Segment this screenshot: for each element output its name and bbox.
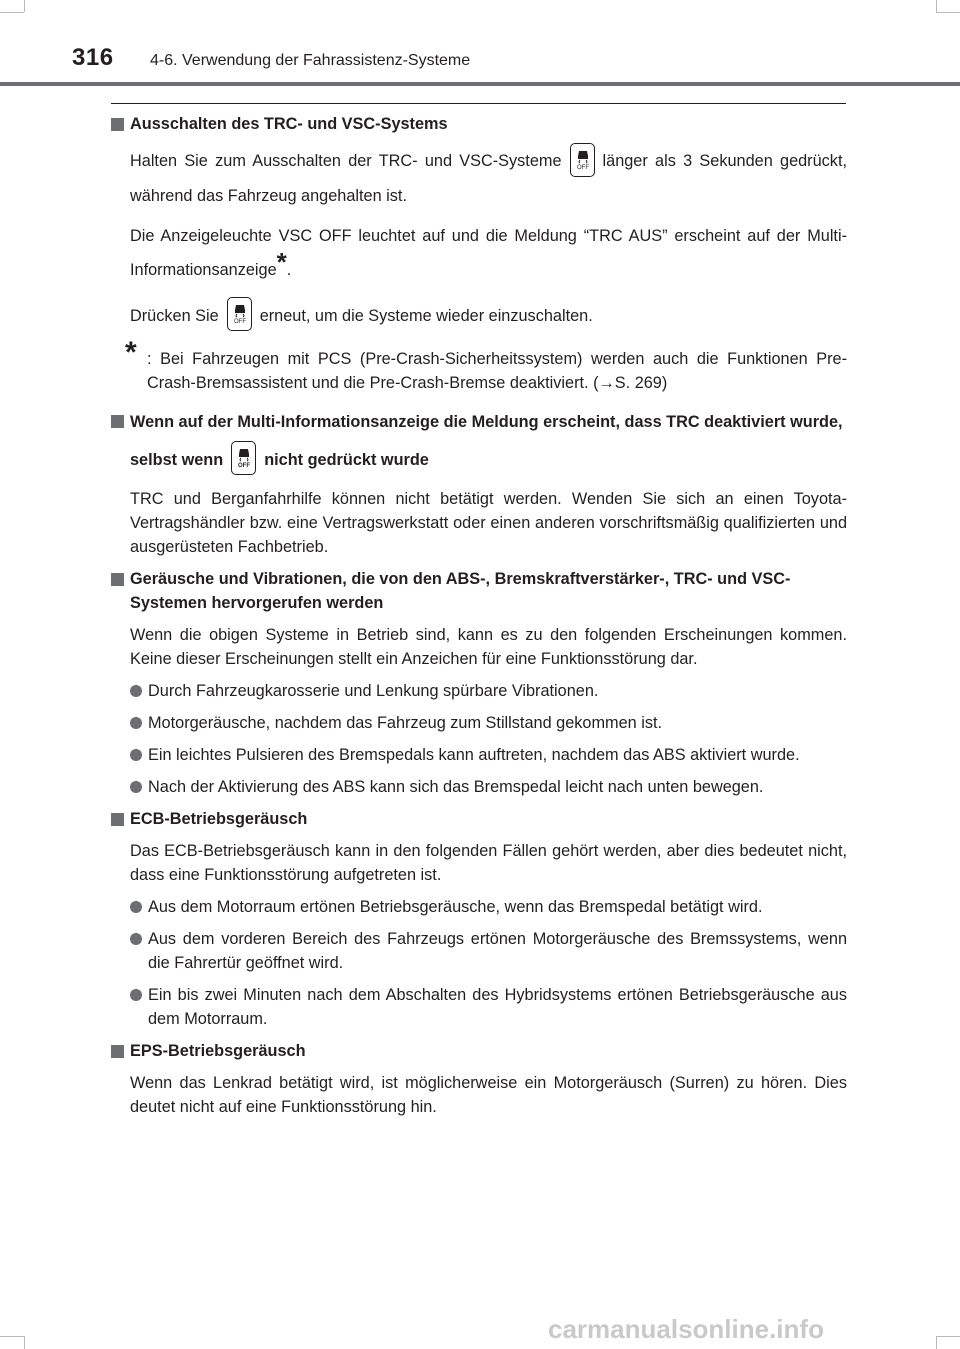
page-header xyxy=(0,0,960,86)
list-item: Motorgeräusche, nachdem das Fahrzeug zum Stillstand gekommen ist. xyxy=(111,711,847,735)
square-bullet-icon xyxy=(111,415,124,428)
list-item: Ein bis zwei Minuten nach dem Abschalten des Hybridsystems ertönen Betriebsgeräusche aus dem Motorraum. xyxy=(111,983,847,1031)
circle-bullet-icon xyxy=(130,717,142,729)
svg-text:OFF: OFF xyxy=(576,164,589,171)
header-divider xyxy=(0,82,960,86)
circle-bullet-icon xyxy=(130,781,142,793)
crop-mark xyxy=(936,1336,937,1349)
paragraph: Halten Sie zum Ausschalten der TRC- und VSC-Systeme OFF länger als 3 Sekunden gedrückt, während das Fahrzeug angehalten ist. xyxy=(130,144,847,213)
list-item: Aus dem Motorraum ertönen Betriebsgeräusche, wenn das Bremspedal betätigt wird. xyxy=(111,895,847,919)
section-heading: Ausschalten des TRC- und VSC-Systems xyxy=(111,112,847,136)
circle-bullet-icon xyxy=(130,685,142,697)
svg-text:OFF: OFF xyxy=(238,463,251,470)
list-item: Durch Fahrzeugkarosserie und Lenkung spürbare Vibrationen. xyxy=(111,679,847,703)
circle-bullet-icon xyxy=(130,901,142,913)
paragraph: Wenn die obigen Systeme in Betrieb sind, kann es zu den folgenden Erscheinungen kommen. Keine dieser Erscheinungen stellt ein Anzeichen für eine Funktionsstörung dar. xyxy=(130,625,847,668)
square-bullet-icon xyxy=(111,1045,124,1058)
crop-mark xyxy=(0,1336,24,1337)
list-item: Nach der Aktivierung des ABS kann sich das Bremspedal leicht nach unten bewegen. xyxy=(111,775,847,799)
crop-mark xyxy=(936,1336,960,1337)
square-bullet-icon xyxy=(111,118,124,131)
paragraph: Die Anzeigeleuchte VSC OFF leuchtet auf und die Meldung “TRC AUS” erscheint auf der Multi-Informationsanzeige*. xyxy=(130,226,847,279)
circle-bullet-icon xyxy=(130,933,142,945)
circle-bullet-icon xyxy=(130,749,142,761)
paragraph: Das ECB-Betriebsgeräusch kann in den folgenden Fällen gehört werden, aber dies bedeutet nicht, dass eine Funktionsstörung aufgetreten ist. xyxy=(130,841,847,884)
section-heading: EPS-Betriebsgeräusch xyxy=(111,1039,847,1063)
vsc-off-button-icon xyxy=(227,297,252,331)
paragraph: TRC und Berganfahrhilfe können nicht betätigt werden. Wenden Sie sich an einen Toyota-Vertragshändler bzw. eine Vertragswerkstatt oder einen anderen vorschriftsmäßig qualifizierten und ausgerüsteten Fachbetrieb. xyxy=(130,489,847,556)
paragraph: Drücken Sie OFF erneut, um die Systeme wieder einzuschalten. xyxy=(130,293,847,339)
section-rule xyxy=(111,103,846,104)
svg-text:OFF: OFF xyxy=(233,319,246,326)
page-number: 316 xyxy=(72,44,114,71)
footnote: * : Bei Fahrzeugen mit PCS (Pre-Crash-Sicherheitssystem) werden auch die Funktionen Pre-Crash-Bremsassistent und die Pre-Crash-Bremse deaktiviert. (→S. 269) xyxy=(125,335,847,392)
section-heading: Wenn auf der Multi-Informationsanzeige die Meldung erscheint, dass TRC deaktiviert wurde, selbst wenn OFF nicht gedrückt wurde xyxy=(111,403,847,479)
paragraph: Wenn das Lenkrad betätigt wird, ist möglicherweise ein Motorgeräusch (Surren) zu hören. Dies deutet nicht auf eine Funktionsstörung hin. xyxy=(130,1073,847,1116)
square-bullet-icon xyxy=(111,813,124,826)
vsc-off-button-icon xyxy=(231,441,256,475)
crop-mark xyxy=(24,1336,25,1349)
square-bullet-icon xyxy=(111,573,124,586)
watermark: carmanualsonline.info xyxy=(548,1314,824,1344)
vsc-off-button-icon xyxy=(570,143,595,177)
list-item: Aus dem vorderen Bereich des Fahrzeugs ertönen Motorgeräusche des Bremssystems, wenn die Fahrertür geöffnet wird. xyxy=(111,927,847,975)
chapter-title: 4-6. Verwendung der Fahrassistenz-Systeme xyxy=(150,52,471,69)
circle-bullet-icon xyxy=(130,989,142,1001)
section-heading: ECB-Betriebsgeräusch xyxy=(111,807,847,831)
list-item: Ein leichtes Pulsieren des Bremspedals kann auftreten, nachdem das ABS aktiviert wurde. xyxy=(111,743,847,767)
section-heading: Geräusche und Vibrationen, die von den ABS-, Bremskraftverstärker-, TRC- und VSC-Systemen hervorgerufen werden xyxy=(111,567,847,615)
page-content xyxy=(111,112,847,1127)
